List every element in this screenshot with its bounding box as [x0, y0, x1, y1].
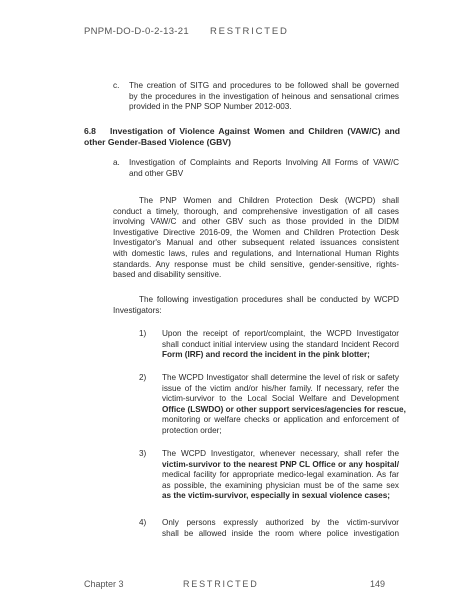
text-line: Investigation of Complaints and Reports Involving All Forms of VAW/C [129, 158, 399, 167]
item-a-text [129, 158, 399, 179]
list-item [162, 329, 399, 361]
header-classification: RESTRICTED [210, 26, 289, 37]
text-line: provided in the PNP SOP Number 2012-003. [129, 102, 292, 112]
header-doc-code: PNPM-DO-D-0-2-13-21 [84, 26, 189, 37]
text-line: Investigators: [113, 305, 162, 315]
item-c-text [129, 81, 399, 113]
text-line: Office (LSWDO) or other support services/agencies for rescue, [162, 404, 406, 414]
list-item-1-marker: 1) [139, 329, 147, 338]
text-line: Form (IRF) and record the incident in the pink blotter; [162, 350, 370, 360]
text-line: by the procedures in the investigation of heinous and sensational crimes [129, 91, 399, 101]
text-line: The following investigation procedures shall be conducted by WCPD [139, 295, 399, 304]
list-item [162, 518, 399, 539]
text-line: The creation of SITG and procedures to be followed shall be governed [129, 81, 399, 90]
text-line: monitoring or welfare checks or application and enforcement of [162, 415, 399, 425]
section-title-line: other Gender-Based Violence (GBV) [84, 137, 231, 147]
text-line: Investigative Directive 2016-09, the Women and Children Protection Desk [113, 227, 399, 237]
text-line: protection order; [162, 425, 222, 435]
list-item-2-marker: 2) [139, 373, 147, 382]
text-line: conduct a timely, thorough, and comprehensive investigation of all cases [113, 206, 399, 216]
text-line: as the victim-survivor, especially in sexual violence cases; [162, 491, 391, 501]
text-line: and other GBV [129, 168, 184, 178]
list-item-3-marker: 3) [139, 449, 147, 458]
text-line: The WCPD Investigator shall determine the level of risk or safety [162, 373, 399, 382]
text-line: shall conduct initial interview using the standard Incident Record [162, 339, 399, 349]
text-line: standards. Any response must be child sensitive, gender-sensitive, rights- [113, 259, 399, 269]
list-item [162, 449, 399, 502]
text-line: Only persons expressly authorized by the victim-survivor [162, 518, 399, 527]
text-line: as possible, the examining physician must be of the same sex [162, 480, 399, 490]
text-line: medical facility for appropriate medico-legal examination. As far [162, 470, 399, 480]
text-line: Investigator's Manual and other subsequent related issuances consistent [113, 238, 399, 248]
section-title-line: Investigation of Violence Against Women and Children (VAW/C) and [110, 126, 400, 136]
text-line: with domestic laws, rules and regulations, and International Human Rights [113, 248, 399, 258]
text-line: Upon the receipt of report/complaint, the WCPD Investigator [162, 329, 399, 338]
text-line: victim-survivor to the nearest PNP CL Office or any hospital/ [162, 459, 399, 469]
list-item [162, 373, 406, 437]
section-number: 6.8 [84, 126, 96, 136]
item-a-marker: a. [113, 158, 120, 167]
text-line: involving VAW/C and other GBV such as those provided in the DIDM [113, 217, 399, 227]
item-c-marker: c. [113, 81, 120, 90]
text-line: shall be allowed inside the room where police investigation [162, 528, 399, 538]
footer-chapter: Chapter 3 [84, 579, 124, 589]
text-line: victim-survivor to the Local Social Welfare and Development [162, 394, 399, 404]
page-number: 149 [370, 579, 386, 589]
text-line: The WCPD Investigator, whenever necessary, shall refer the [162, 449, 399, 458]
section-title [84, 126, 400, 148]
paragraph-wcpd-investigation [113, 196, 399, 281]
list-item-4-marker: 4) [139, 518, 147, 527]
footer-classification: RESTRICTED [183, 579, 259, 589]
text-line: The PNP Women and Children Protection Desk (WCPD) shall [139, 196, 399, 205]
text-line: issue of the victim and/or his/her family. If necessary, refer the [162, 383, 399, 393]
text-line: based and disability sensitive. [113, 270, 222, 280]
paragraph-procedures-intro [113, 295, 399, 316]
